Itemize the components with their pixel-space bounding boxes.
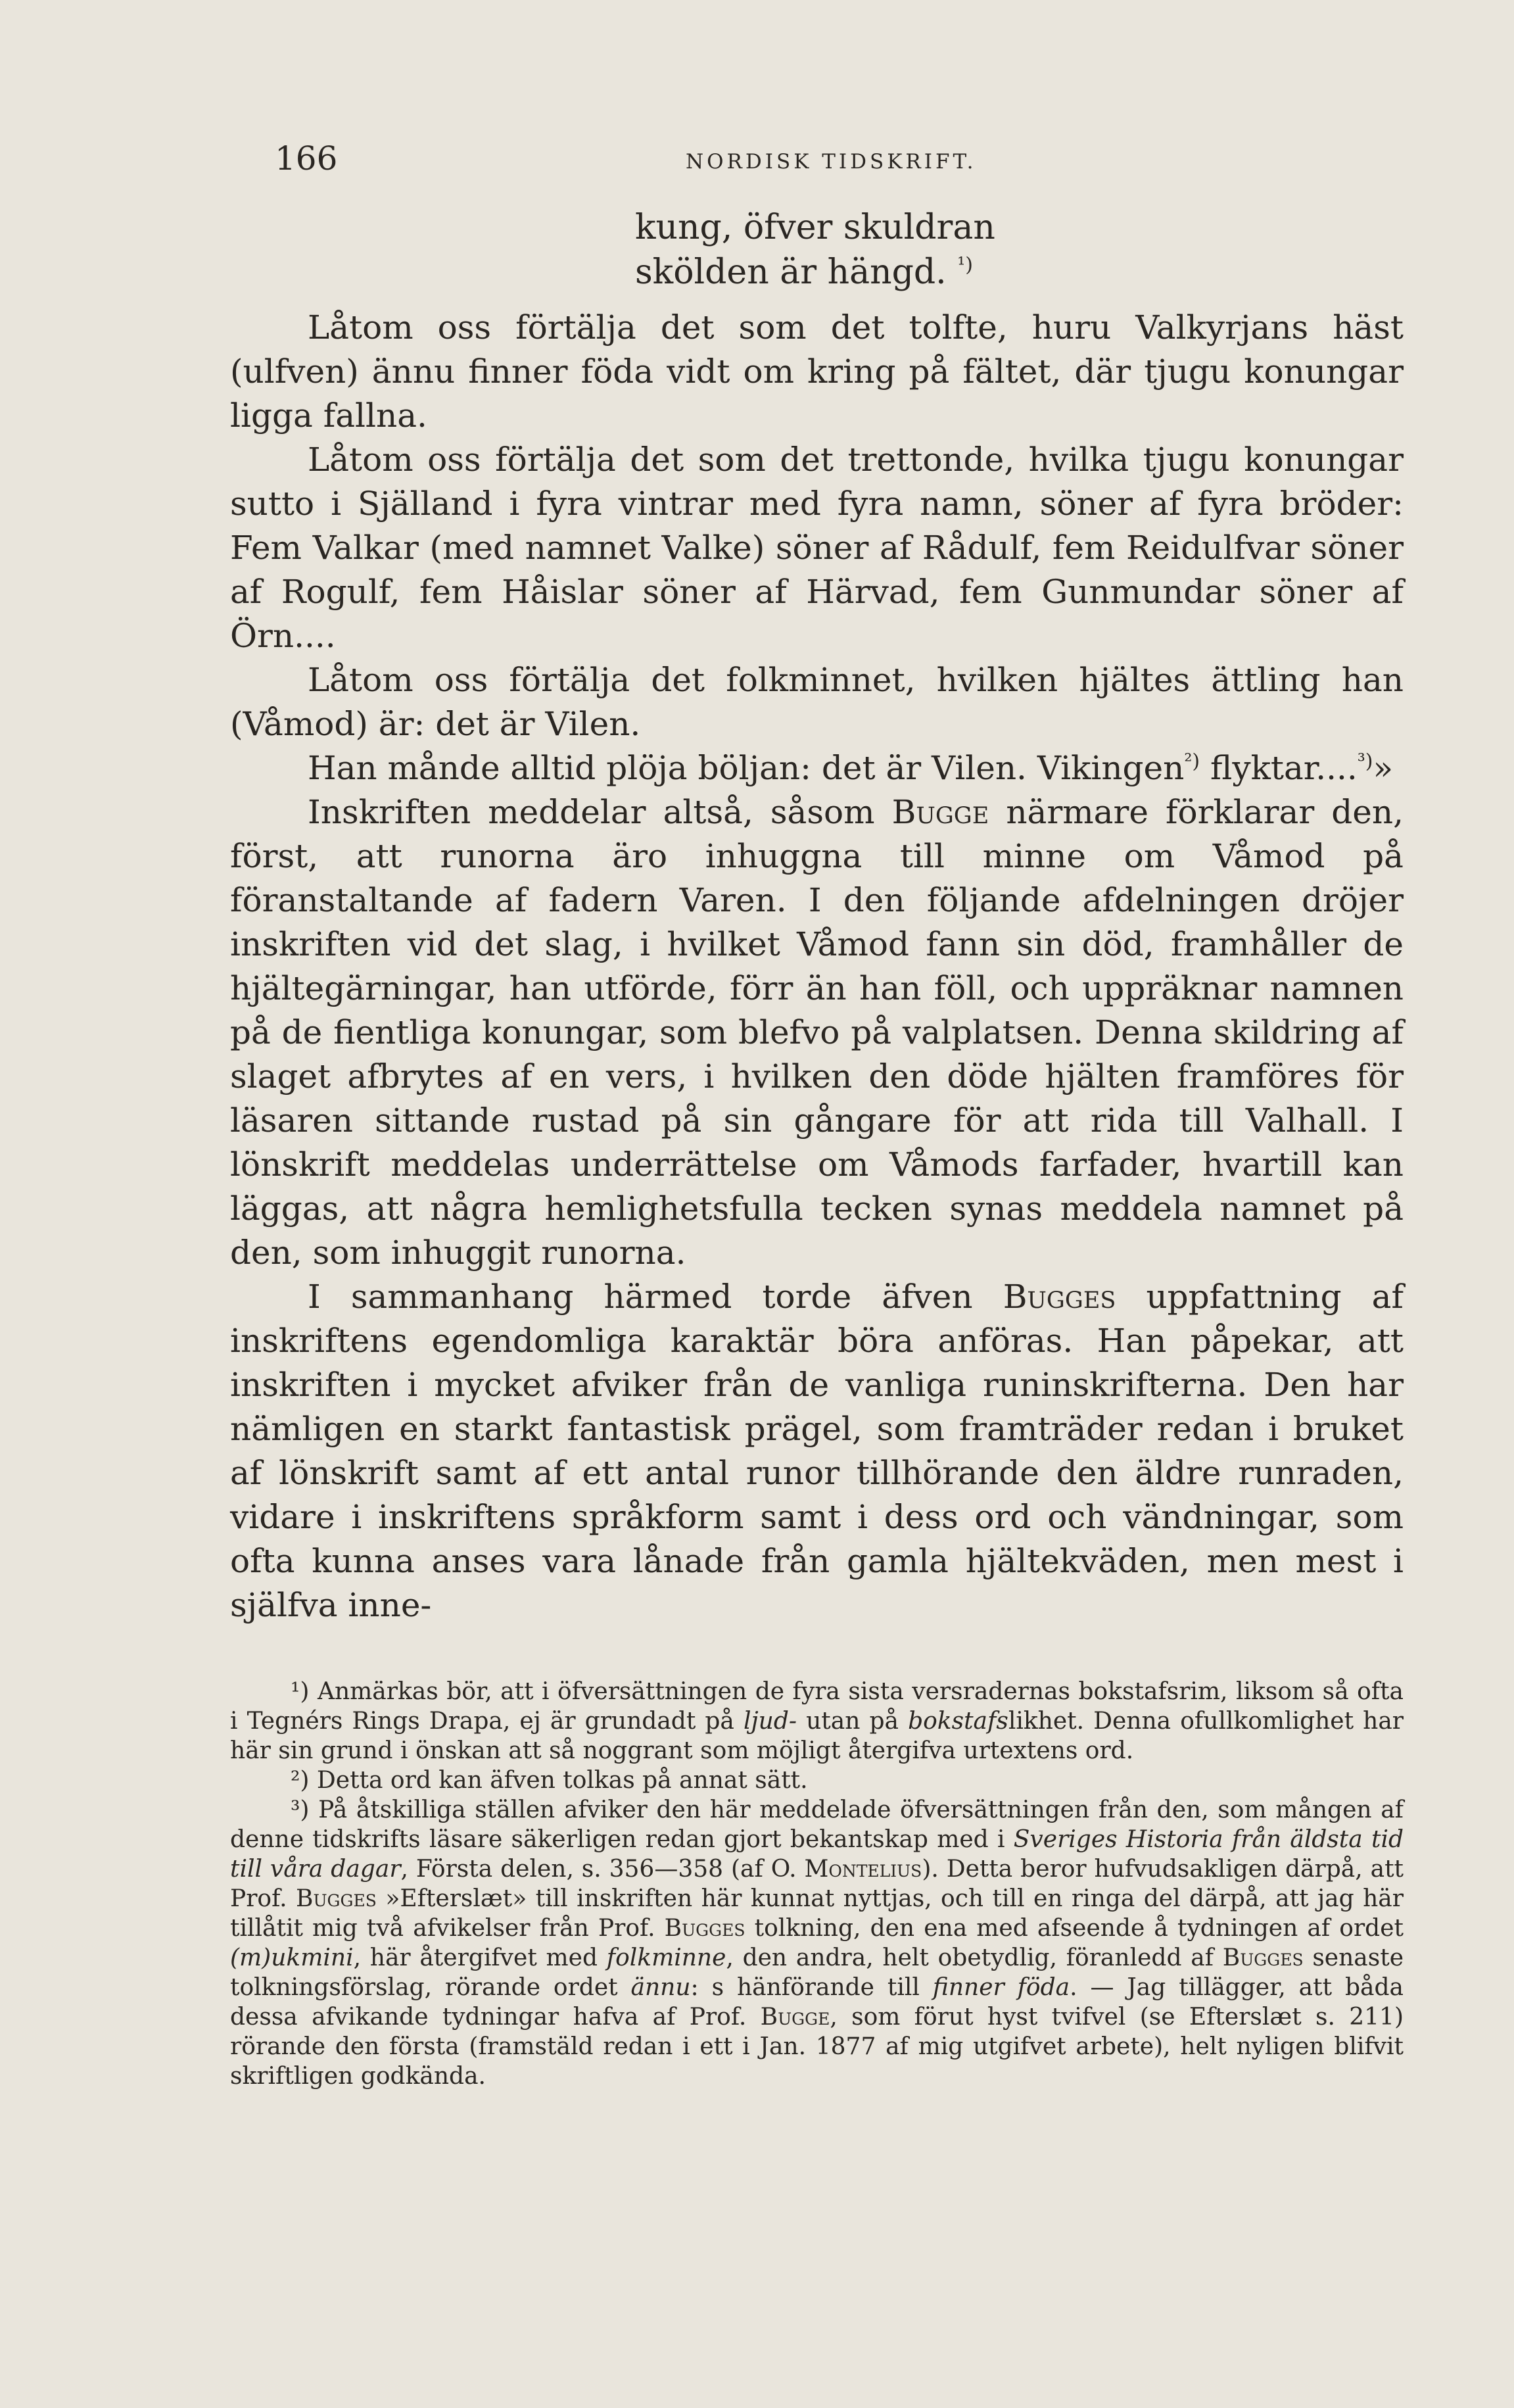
footnote: ³) På åtskilliga ställen afviker den här meddelade öfversättningen från den, som mången af denne tidskrifts läsare säkerligen redan gjort bekantskap med i Sveriges Historia från äldsta tid till våra dagar, Första delen, s. 356—358 (af O. Montelius). Detta beror hufvudsakligen därpå, att Prof. Bugges »Efterslæt» till inskriften här kunnat nyttjas, och till en ringa del därpå, att jag här tillåtit mig två afvikelser från Prof. Bugges tolkning, den ena med afseende å tydningen af ordet (m)ukmini, här återgifvet med folkminne, den andra, helt obetydlig, föranledd af Bugges senaste tolkningsförslag, rörande ordet ännu: s hänförande till finner föda. — Jag tillägger, att båda dessa afvikande tydningar hafva af Prof. Bugge, som förut hyst tvifvel (se Efterslæt s. 211) rörande den första (framstäld redan i ett i Jan. 1877 af mig utgifvet arbete), helt nyligen blifvit skriftligen godkända. (230, 1796, 1404, 2090)
footnote-mark: ³) (291, 1796, 310, 1823)
author-name: Bugge (891, 793, 989, 831)
verse-line: kung, öfver skuldran (635, 208, 995, 247)
paragraph: Inskriften meddelar altså, såsom Bugge närmare förklarar den, först, att runorna äro inhuggna till minne om Våmod på föranstaltande af fadern Varen. I den följande afdelningen dröjer inskriften vid det slag, i hvilket Våmod fann sin död, framhåller de hjältegärningar, han utförde, förr än han föll, och uppräknar namnen på de fientliga konungar, som blefvo på valplatsen. Denna skildring af slaget afbrytes af en vers, i hvilken den döde hjälten framföres för läsaren sittande rustad på sin gångare för att rida till Valhall. I lönskrift meddelas underrättelse om Våmods farfader, hvartill kan läggas, att några hemlighetsfulla tecken synas meddela namnet på den, som inhuggit runorna. (230, 793, 1404, 1272)
footnote-mark: ²) (291, 1767, 310, 1794)
paragraph: Låtom oss förtälja det som det trettonde, hvilka tjugu konungar sutto i Själland i fyra vintrar med fyra namn, söner af fyra bröder: Fem Valkar (med namnet Valke) söner af Rådulf, fem Reidulfvar söner af Rogulf, fem Håislar söner af Härvad, fem Gunmundar söner af Örn.... (230, 441, 1404, 655)
footnote-mark: ¹) (291, 1678, 310, 1705)
author-name: Bugges (1003, 1278, 1116, 1316)
verse-fragment (635, 205, 995, 295)
verse-line: skölden är hängd. $^{^1)}$ (635, 253, 973, 292)
paragraph: Han månde alltid plöja böljan: det är Vilen. Vikingen$^{^2)}$ flyktar....$^{^3)}$» (308, 749, 1394, 787)
footnote-ref[interactable]: ³) (1357, 750, 1373, 773)
paragraph: Låtom oss förtälja det som det tolfte, huru Valkyrjans häst (ulfven) ännu finner föda vidt om kring på fältet, där tjugu konungar ligga fallna. (230, 308, 1404, 435)
footnotes (230, 1677, 1404, 2091)
footnote: ¹) Anmärkas bör, att i öfversättningen de fyra sista versradernas bokstafsrim, liksom så ofta i Tegnérs Rings Drapa, ej är grundadt på ljud- utan på bokstafslikhet. Denna ofullkomlighet har här sin grund i önskan att så noggrant som möjligt återgifva urtextens ord. (230, 1678, 1404, 1764)
footnote: ²) Detta ord kan äfven tolkas på annat sätt. (291, 1767, 808, 1794)
footnote-ref[interactable]: ¹) (957, 253, 973, 277)
running-header (275, 139, 1406, 192)
journal-title: NORDISK TIDSKRIFT. (686, 150, 977, 174)
page-number: 166 (275, 139, 338, 178)
main-text (230, 306, 1404, 1627)
footnote-ref[interactable]: ²) (1184, 750, 1200, 773)
paragraph: I sammanhang härmed torde äfven Bugges uppfattning af inskriftens egendomliga karaktär böra anföras. Han påpekar, att inskriften i mycket afviker från de vanliga runinskrifterna. Den har nämligen en starkt fantastisk prägel, som framträder redan i bruket af lönskrift samt af ett antal runor tillhörande den äldre runraden, vidare i inskriftens språkform samt i dess ord och vändningar, som ofta kunna anses vara lånade från gamla hjältekväden, men mest i själfva inne- (230, 1278, 1404, 1624)
paragraph: Låtom oss förtälja det folkminnet, hvilken hjältes ättling han (Våmod) är: det är Vilen. (230, 661, 1404, 743)
